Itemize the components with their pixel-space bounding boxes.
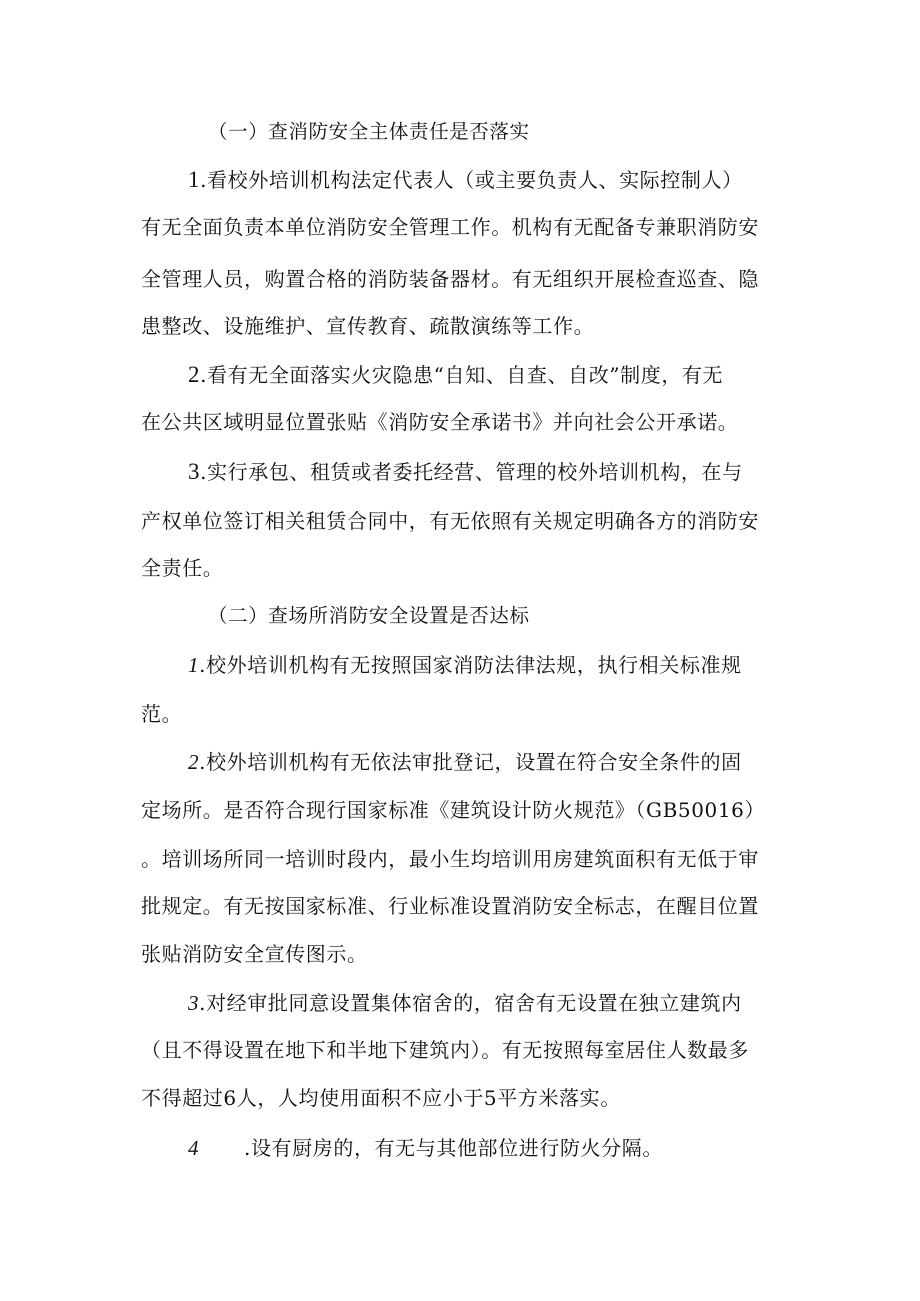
section1-heading: （一）查消防安全主体责任是否落实 — [208, 120, 530, 143]
section2-item4-line1 — [188, 1134, 833, 1162]
item-number: 1 — [188, 167, 201, 192]
paragraph-text: .校外培训机构有无依法审批登记，设置在符合安全条件的固 — [199, 750, 742, 774]
section1-item1-line4: 患整改、设施维护、宣传教育、疏散演练等工作。 — [141, 314, 595, 338]
section2-item3-line1 — [188, 989, 833, 1017]
section2-item2-line3: 。培训场所同一培训时段内，最小生均培训用房建筑面积有无低于审 — [141, 847, 759, 871]
paragraph-text: .对经审批同意设置集体宿舍的，宿舍有无设置在独立建筑内 — [199, 991, 742, 1015]
section2-item2-line1 — [188, 748, 833, 776]
section1-item2-line2: 在公共区域明显位置张贴《消防安全承诺书》并向社会公开承诺。 — [141, 410, 739, 434]
section2-item2-line2: 定场所。是否符合现行国家标准《建筑设计防火规范》（GB50016） — [141, 798, 766, 822]
section1-item2-line1 — [188, 361, 833, 389]
section2-item1-line2: 范。 — [141, 702, 183, 726]
item-number: 3 — [188, 459, 201, 484]
section2-item2-line5: 张贴消防安全宣传图示。 — [141, 942, 368, 966]
section2-item1-line1 — [188, 651, 833, 679]
section1-item1-line3: 全管理人员，购置合格的消防装备器材。有无组织开展检查巡查、隐 — [141, 267, 759, 291]
paragraph-text: .设有厨房的，有无与其他部位进行防火分隔。 — [244, 1136, 663, 1160]
section2-heading: （二）查场所消防安全设置是否达标 — [208, 604, 530, 627]
section2-item3-line2: （且不得设置在地下和半地下建筑内）。有无按照每室居住人数最多 — [141, 1038, 749, 1062]
section1-item3-line3: 全责任。 — [141, 556, 224, 580]
section1-item3-line2: 产权单位签订相关租赁合同中，有无依照有关规定明确各方的消防安 — [141, 509, 759, 533]
section1-item1-line1 — [188, 166, 833, 194]
section2-item2-line4: 批规定。有无按国家标准、行业标准设置消防安全标志，在醒目位置 — [141, 894, 759, 918]
item-number: 2 — [188, 362, 201, 387]
section1-item3-line1 — [188, 458, 833, 486]
item-number: 3 — [188, 991, 200, 1015]
section2-item3-line3: 不得超过6人，人均使用面积不应小于5平方米落实。 — [141, 1086, 621, 1110]
item-number: 2 — [188, 750, 200, 774]
paragraph-text: .实行承包、租赁或者委托经营、管理的校外培训机构，在与 — [200, 460, 743, 484]
paragraph-text: .看有无全面落实火灾隐患“自知、自查、自改”制度，有无 — [200, 363, 724, 387]
paragraph-text: .校外培训机构有无按照国家消防法律法规，执行相关标准规 — [199, 653, 742, 677]
paragraph-text: .看校外培训机构法定代表人（或主要负责人、实际控制人） — [200, 168, 743, 192]
item-number: 1 — [188, 653, 200, 677]
section1-item1-line2: 有无全面负责本单位消防安全管理工作。机构有无配备专兼职消防安 — [141, 215, 759, 239]
item-number: 4 — [188, 1136, 200, 1160]
